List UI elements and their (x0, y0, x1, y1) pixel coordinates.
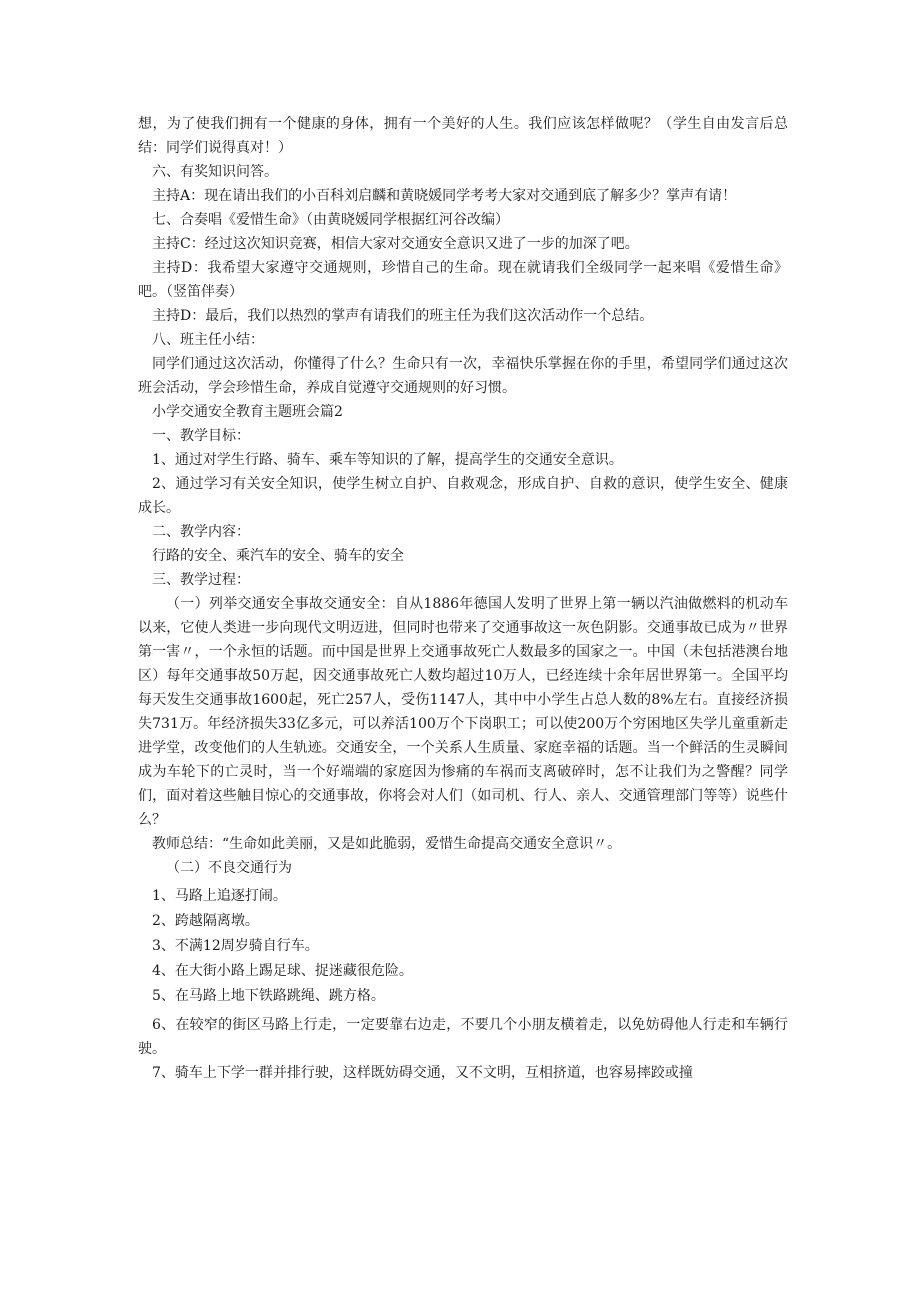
list-item: 6、在较窄的街区马路上行走，一定要靠右边走，不要几个小朋友横着走，以免妨碍他人行走和车辆行驶。 (138, 1017, 788, 1057)
paragraph-host-a: 主持A：现在请出我们的小百科刘启麟和黄晓媛同学考考大家对交通到底了解多少？掌声有请！ (152, 188, 737, 204)
list-item: 1、马路上追逐打闹。 (152, 888, 287, 904)
list-item: 7、骑车上下学一群并排行驶，这样既妨碍交通，又不文明，互相挤道，也容易摔跤或撞 (152, 1065, 693, 1081)
goal-item-1: 1、通过对学生行路、骑车、乘车等知识的了解，提高学生的交通安全意识。 (152, 452, 623, 468)
heading-seven: 七、合奏唱《爱惜生命》（由黄晓媛同学根据红河谷改编） (152, 212, 509, 228)
section-title-part2: 小学交通安全教育主题班会篇2 (152, 404, 343, 420)
paragraph-host-d-2: 主持D：最后，我们以热烈的掌声有请我们的班主任为我们这次活动作一个总结。 (152, 308, 654, 324)
paragraph-teacher-summary: 教师总结：“生命如此美丽，又是如此脆弱，爱惜生命提高交通安全意识〃。 (152, 836, 622, 852)
heading-goals: 一、教学目标： (152, 428, 250, 444)
paragraph-host-c: 主持C：经过这次知识竞赛，相信大家对交通安全意识又进了一步的加深了吧。 (152, 236, 639, 252)
list-item: 4、在大街小路上踢足球、捉迷藏很危险。 (152, 963, 413, 979)
paragraph-summary: 同学们通过这次活动，你懂得了什么？生命只有一次，幸福快乐掌握在你的手里，希望同学们通过这次班会活动，学会珍惜生命，养成自觉遵守交通规则的好习惯。 (138, 356, 788, 396)
heading-process: 三、教学过程： (152, 572, 250, 588)
goal-item-2: 2、通过学习有关安全知识，使学生树立自护、自救观念，形成自护、自救的意识，使学生安全、健康成长。 (138, 476, 788, 516)
paragraph-content: 行路的安全、乘汽车的安全、骑车的安全 (152, 548, 404, 564)
heading-eight: 八、班主任小结： (152, 332, 264, 348)
list-item: 5、在马路上地下铁路跳绳、跳方格。 (152, 988, 385, 1004)
heading-bad-behaviors: （二）不良交通行为 (166, 860, 292, 876)
list-item: 3、不满12周岁骑自行车。 (152, 938, 319, 954)
paragraph-host-d-1: 主持D：我希望大家遵守交通规则，珍惜自己的生命。现在就请我们全级同学一起来唱《爱惜生命》吧。（竖笛伴奏） (138, 260, 788, 300)
heading-content: 二、教学内容： (152, 524, 250, 540)
document-page (138, 112, 788, 1085)
heading-six: 六、有奖知识问答。 (152, 164, 278, 180)
paragraph-intro: 想，为了使我们拥有一个健康的身体，拥有一个美好的人生。我们应该怎样做呢？（学生自由发言后总结：同学们说得真对！） (138, 116, 788, 156)
paragraph-accidents: （一）列举交通安全事故交通安全：自从1886年德国人发明了世界上第一辆以汽油做燃料的机动车以来，它使人类进一步向现代文明迈进，但同时也带来了交通事故这一灰色阴影。交通事故已成为〃世界第一害〃，一个永恒的话题。而中国是世界上交通事故死亡人数最多的国家之一。中国（未包括港澳台地区）每年交通事故50万起，因交通事故死亡人数均超过10万人，已经连续十余年居世界第一。全国平均每天发生交通事故1600起，死亡257人，受伤1147人，其中中小学生占总人数的8%左右。直接经济损失731万。年经济损失33亿多元，可以养活100万个下岗职工；可以使200万个穷困地区失学儿童重新走进学堂，改变他们的人生轨迹。交通安全，一个关系人生质量、家庭幸福的话题。当一个鲜活的生灵瞬间成为车轮下的亡灵时，当一个好端端的家庭因为惨痛的车祸而支离破碎时，怎不让我们为之警醒？同学们，面对着这些触目惊心的交通事故，你将会对人们（如司机、行人、亲人、交通管理部门等等）说些什么？ (138, 596, 788, 828)
bad-behavior-list (138, 884, 788, 1009)
list-item: 2、跨越隔离墩。 (152, 913, 259, 929)
